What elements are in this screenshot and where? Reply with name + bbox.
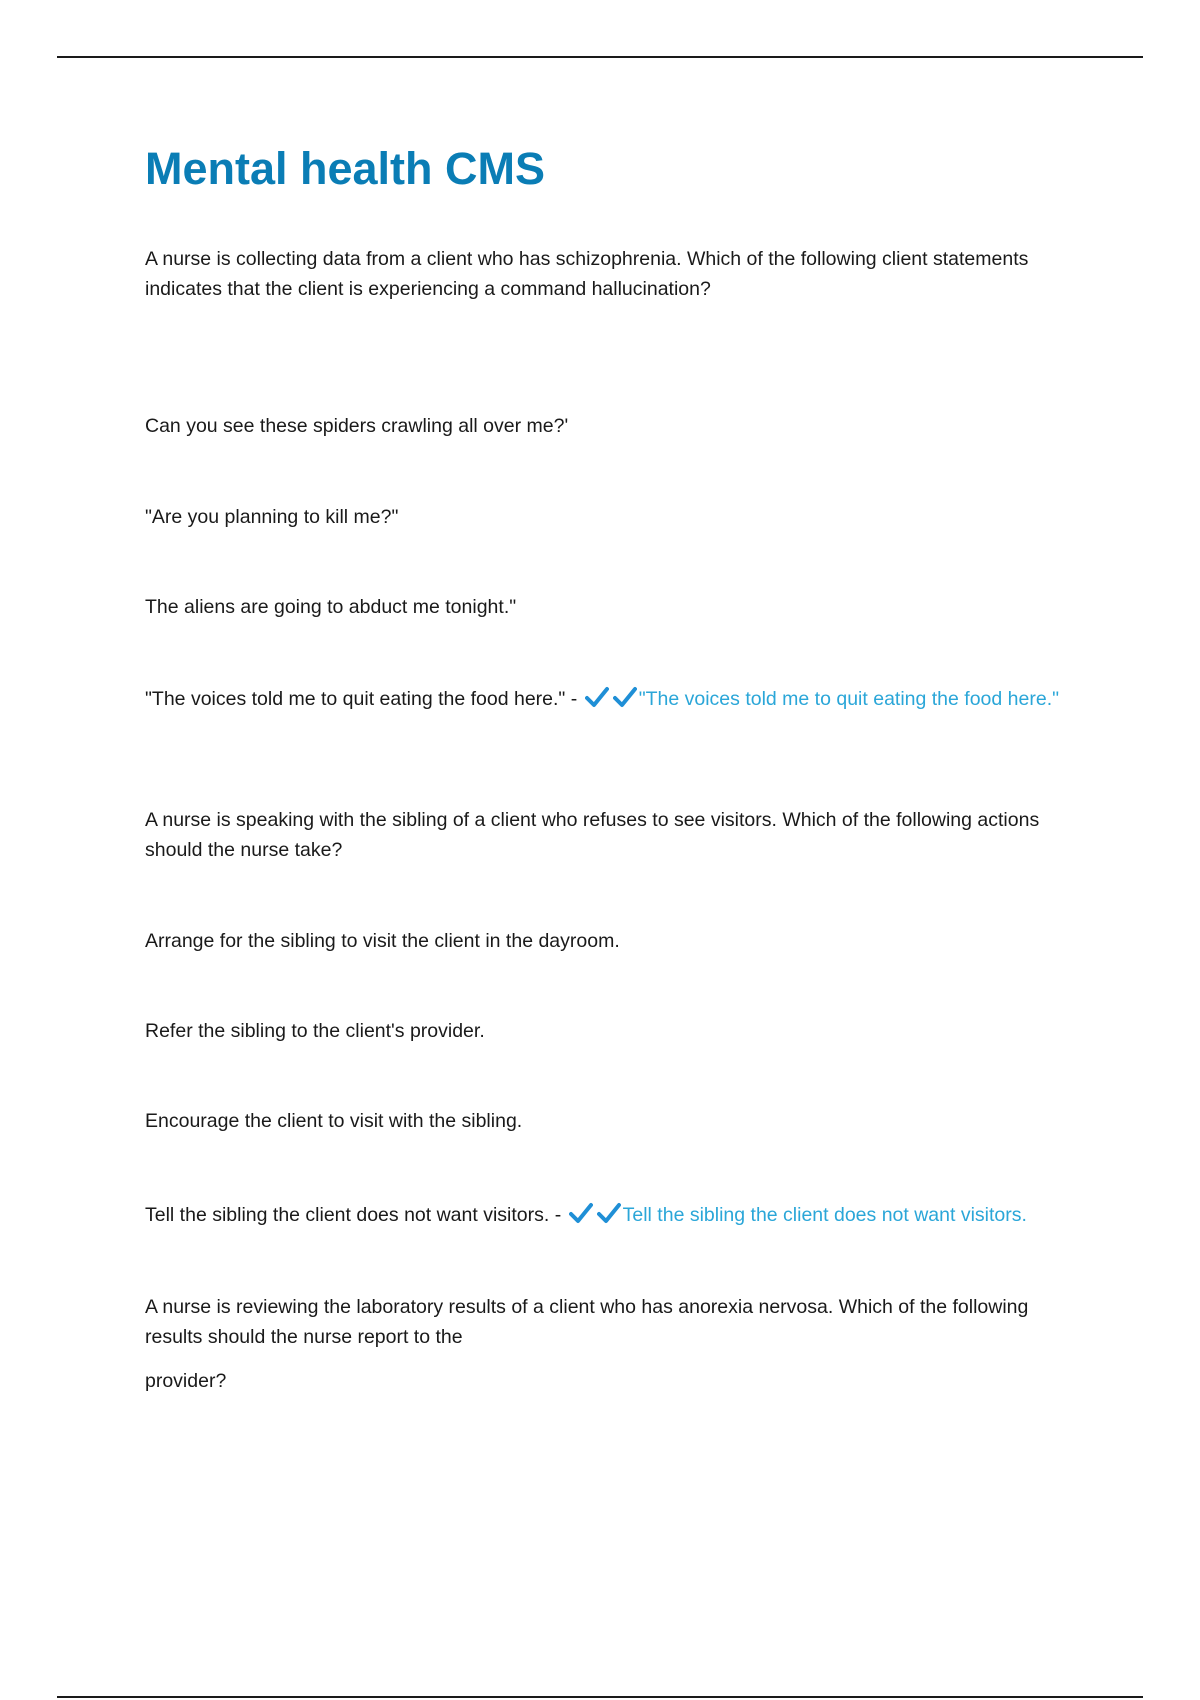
question-1-option-2: "Are you planning to kill me?" [145, 506, 399, 528]
question-2-answer: Tell the sibling the client does not want visitors. [622, 1204, 1027, 1226]
question-1-option-4-text: "The voices told me to quit eating the food here." - [145, 688, 578, 710]
question-1-option-1: Can you see these spiders crawling all over me?' [145, 415, 569, 437]
question-2-option-4 [145, 1200, 1085, 1230]
question-1-answer: "The voices told me to quit eating the food here." [638, 688, 1060, 710]
check-icon [569, 1202, 593, 1224]
question-2-option-1: Arrange for the sibling to visit the client in the dayroom. [145, 930, 620, 952]
page-title: Mental health CMS [145, 143, 546, 194]
question-1-option-3: The aliens are going to abduct me tonight." [145, 596, 517, 618]
question-3-prompt-continued: provider? [145, 1370, 227, 1392]
question-2-option-4-text: Tell the sibling the client does not want visitors. - [145, 1204, 562, 1226]
bottom-rule [57, 1696, 1143, 1698]
question-1-option-4 [145, 684, 1085, 714]
check-icon [597, 1202, 621, 1224]
question-2-option-3: Encourage the client to visit with the sibling. [145, 1110, 523, 1132]
check-icon [585, 686, 609, 708]
top-rule [57, 56, 1143, 58]
question-2-prompt: A nurse is speaking with the sibling of a client who refuses to see visitors. Which of the following actions should the nurse take? [145, 809, 1040, 861]
question-2-option-2: Refer the sibling to the client's provider. [145, 1020, 485, 1042]
question-1-prompt: A nurse is collecting data from a client who has schizophrenia. Which of the following client statements indicates that the client is experiencing a command hallucination? [145, 248, 1029, 300]
question-3-prompt: A nurse is reviewing the laboratory results of a client who has anorexia nervosa. Which of the following results should the nurse report to the [145, 1296, 1029, 1348]
check-icon [613, 686, 637, 708]
